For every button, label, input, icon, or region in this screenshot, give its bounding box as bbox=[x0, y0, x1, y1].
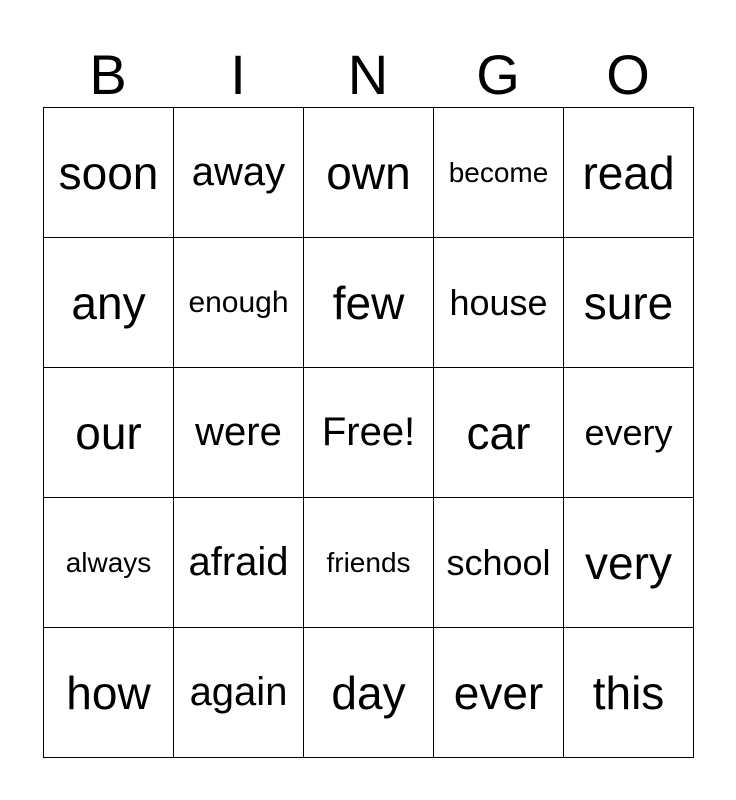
cell-word: own bbox=[326, 146, 411, 199]
bingo-cell[interactable] bbox=[564, 368, 694, 498]
bingo-cell[interactable] bbox=[174, 108, 304, 238]
cell-word: sure bbox=[583, 276, 674, 329]
cell-word: our bbox=[75, 406, 142, 459]
free-space-cell[interactable] bbox=[304, 368, 434, 498]
cell-word: away bbox=[191, 150, 286, 194]
header-letter-i: I bbox=[230, 43, 246, 106]
cell-word: very bbox=[585, 536, 672, 589]
bingo-cell[interactable] bbox=[44, 108, 174, 238]
header-letter-g: G bbox=[476, 43, 520, 106]
bingo-cell[interactable] bbox=[174, 238, 304, 368]
header-letter-o: O bbox=[606, 43, 650, 106]
cell-word: house bbox=[449, 281, 548, 323]
bingo-cell[interactable] bbox=[434, 498, 564, 628]
bingo-cell[interactable] bbox=[174, 628, 304, 758]
cell-word: enough bbox=[188, 285, 289, 319]
cell-word: read bbox=[582, 146, 675, 199]
cell-word: afraid bbox=[188, 540, 289, 584]
header-letter-b: B bbox=[89, 43, 127, 106]
bingo-cell[interactable] bbox=[174, 498, 304, 628]
bingo-cell[interactable] bbox=[564, 628, 694, 758]
bingo-cell[interactable] bbox=[44, 238, 174, 368]
cell-word: this bbox=[592, 666, 665, 719]
bingo-cell[interactable] bbox=[564, 238, 694, 368]
cell-word: soon bbox=[58, 146, 159, 199]
cell-word: every bbox=[584, 411, 673, 453]
cell-word: always bbox=[65, 546, 152, 578]
bingo-cell[interactable] bbox=[434, 238, 564, 368]
bingo-cell[interactable] bbox=[174, 368, 304, 498]
cell-word: how bbox=[66, 666, 151, 719]
bingo-cell[interactable] bbox=[304, 498, 434, 628]
cell-word: ever bbox=[453, 666, 544, 719]
bingo-cell[interactable] bbox=[434, 108, 564, 238]
bingo-cell[interactable] bbox=[304, 238, 434, 368]
cell-word: any bbox=[71, 276, 146, 329]
bingo-cell[interactable] bbox=[564, 498, 694, 628]
bingo-cell[interactable] bbox=[304, 108, 434, 238]
cell-word: become bbox=[448, 156, 549, 188]
bingo-cell[interactable] bbox=[44, 628, 174, 758]
cell-word: again bbox=[189, 670, 288, 714]
bingo-cell[interactable] bbox=[434, 368, 564, 498]
cell-word: were bbox=[195, 410, 282, 454]
cell-word: car bbox=[466, 406, 531, 459]
bingo-cell[interactable] bbox=[564, 108, 694, 238]
cell-word: friends bbox=[326, 546, 411, 578]
bingo-header bbox=[43, 44, 693, 106]
bingo-cell[interactable] bbox=[44, 498, 174, 628]
header-letter-n: N bbox=[347, 43, 389, 106]
bingo-board bbox=[43, 107, 694, 758]
cell-word: few bbox=[332, 276, 405, 329]
bingo-cell[interactable] bbox=[304, 628, 434, 758]
bingo-cell[interactable] bbox=[44, 368, 174, 498]
cell-word: day bbox=[331, 666, 406, 719]
cell-word: school bbox=[446, 541, 551, 583]
free-space-label: Free! bbox=[321, 410, 416, 454]
bingo-cell[interactable] bbox=[434, 628, 564, 758]
